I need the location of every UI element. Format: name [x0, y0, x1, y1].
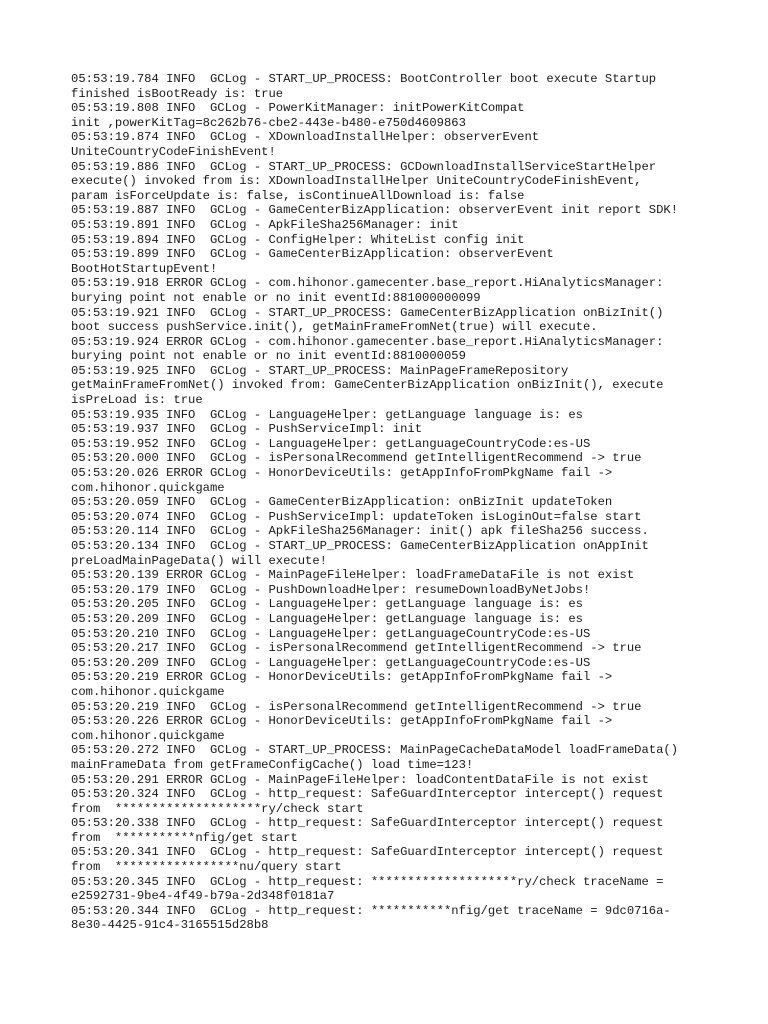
log-line: 05:53:19.937 INFO GCLog - PushServiceImpl: init [71, 422, 423, 437]
log-line: getMainFrameFromNet() invoked from: GameCenterBizApplication onBizInit(), execute [71, 378, 664, 393]
log-line: 05:53:20.179 INFO GCLog - PushDownloadHelper: resumeDownloadByNetJobs! [71, 582, 591, 597]
log-line: 05:53:20.217 INFO GCLog - isPersonalRecommend getIntelligentRecommend -> true [71, 641, 642, 656]
log-line: 05:53:20.341 INFO GCLog - http_request: SafeGuardInterceptor intercept() request [71, 845, 664, 860]
log-line: 05:53:19.935 INFO GCLog - LanguageHelper: getLanguage language is: es [71, 407, 583, 422]
log-line: com.hihonor.quickgame [71, 684, 225, 699]
log-line: 05:53:20.291 ERROR GCLog - MainPageFileHelper: loadContentDataFile is not exist [71, 772, 649, 787]
log-line: mainFrameData from getFrameConfigCache() load time=123! [71, 757, 474, 772]
log-line: 05:53:19.925 INFO GCLog - START_UP_PROCESS: MainPageFrameRepository [71, 363, 569, 378]
log-line: 05:53:20.074 INFO GCLog - PushServiceImpl: updateToken isLoginOut=false start [71, 509, 642, 524]
log-line: 05:53:20.026 ERROR GCLog - HonorDeviceUtils: getAppInfoFromPkgName fail -> [71, 466, 613, 481]
log-line: 05:53:19.874 INFO GCLog - XDownloadInstallHelper: observerEvent [71, 130, 540, 145]
log-line: 05:53:20.344 INFO GCLog - http_request: ***********nfig/get traceName = 9dc0716a- [71, 903, 671, 918]
log-line: 05:53:19.887 INFO GCLog - GameCenterBizApplication: observerEvent init report SDK! [71, 203, 679, 218]
log-line: UniteCountryCodeFinishEvent! [71, 144, 276, 159]
log-text-block [71, 72, 711, 933]
log-line: from ********************ry/check start [71, 801, 364, 816]
log-line: 05:53:20.219 ERROR GCLog - HonorDeviceUtils: getAppInfoFromPkgName fail -> [71, 670, 613, 685]
log-line: 05:53:20.272 INFO GCLog - START_UP_PROCESS: MainPageCacheDataModel loadFrameData() [71, 743, 679, 758]
log-line: com.hihonor.quickgame [71, 728, 225, 743]
log-line: 05:53:20.000 INFO GCLog - isPersonalRecommend getIntelligentRecommend -> true [71, 451, 642, 466]
log-line: e2592731-9be4-4f49-b79a-2d348f0181a7 [71, 889, 335, 904]
log-line: from *****************nu/query start [71, 860, 342, 875]
log-line: 05:53:20.205 INFO GCLog - LanguageHelper: getLanguage language is: es [71, 597, 583, 612]
log-line: 05:53:19.921 INFO GCLog - START_UP_PROCESS: GameCenterBizApplication onBizInit() [71, 305, 664, 320]
log-line: 05:53:19.918 ERROR GCLog - com.hihonor.gamecenter.base_report.HiAnalyticsManager: [71, 276, 664, 291]
log-line: com.hihonor.quickgame [71, 480, 225, 495]
log-line: 05:53:20.345 INFO GCLog - http_request: ********************ry/check traceName = [71, 874, 664, 889]
log-line: 05:53:19.924 ERROR GCLog - com.hihonor.gamecenter.base_report.HiAnalyticsManager: [71, 334, 664, 349]
log-line: 05:53:20.114 INFO GCLog - ApkFileSha256Manager: init() apk fileSha256 success. [71, 524, 649, 539]
log-line: 05:53:20.338 INFO GCLog - http_request: SafeGuardInterceptor intercept() request [71, 816, 664, 831]
log-line: 8e30-4425-91c4-3165515d28b8 [71, 918, 269, 933]
log-line: 05:53:19.886 INFO GCLog - START_UP_PROCESS: GCDownloadInstallServiceStartHelper [71, 159, 657, 174]
log-line: 05:53:20.134 INFO GCLog - START_UP_PROCESS: GameCenterBizApplication onAppInit [71, 539, 649, 553]
log-line: 05:53:20.059 INFO GCLog - GameCenterBizApplication: onBizInit updateToken [71, 495, 613, 510]
log-line: 05:53:20.209 INFO GCLog - LanguageHelper: getLanguageCountryCode:es-US [71, 655, 591, 670]
log-line: init ,powerKitTag=8c262b76-cbe2-443e-b480-e750d4609863 [71, 115, 466, 130]
log-line: finished isBootReady is: true [71, 86, 284, 101]
log-line: 05:53:20.219 INFO GCLog - isPersonalRecommend getIntelligentRecommend -> true [71, 699, 642, 714]
log-line: burying point not enable or no init eventId:8810000059 [71, 349, 466, 364]
log-line: 05:53:20.139 ERROR GCLog - MainPageFileHelper: loadFrameDataFile is not exist [71, 568, 635, 583]
log-line: from ***********nfig/get start [71, 830, 298, 845]
log-line: 05:53:19.899 INFO GCLog - GameCenterBizApplication: observerEvent [71, 247, 554, 262]
log-line: 05:53:19.784 INFO GCLog - START_UP_PROCESS: BootController boot execute Startup [71, 72, 657, 86]
log-line: BootHotStartupEvent! [71, 261, 218, 276]
log-line: 05:53:20.209 INFO GCLog - LanguageHelper: getLanguage language is: es [71, 611, 583, 626]
log-line: 05:53:20.226 ERROR GCLog - HonorDeviceUtils: getAppInfoFromPkgName fail -> [71, 714, 613, 729]
log-line: 05:53:19.808 INFO GCLog - PowerKitManager: initPowerKitCompat [71, 101, 525, 116]
log-line: 05:53:20.324 INFO GCLog - http_request: SafeGuardInterceptor intercept() request [71, 787, 664, 802]
log-line: execute() invoked from is: XDownloadInstallHelper UniteCountryCodeFinishEvent, [71, 174, 642, 189]
log-line: burying point not enable or no init eventId:881000000099 [71, 290, 481, 305]
log-line: 05:53:19.891 INFO GCLog - ApkFileSha256Manager: init [71, 217, 459, 232]
log-line: 05:53:20.210 INFO GCLog - LanguageHelper: getLanguageCountryCode:es-US [71, 626, 591, 641]
log-line: preLoadMainPageData() will execute! [71, 553, 327, 568]
log-line: boot success pushService.init(), getMainFrameFromNet(true) will execute. [71, 320, 598, 335]
log-line: param isForceUpdate is: false, isContinueAllDownload is: false [71, 188, 525, 203]
log-line: 05:53:19.952 INFO GCLog - LanguageHelper: getLanguageCountryCode:es-US [71, 436, 591, 451]
log-line: 05:53:19.894 INFO GCLog - ConfigHelper: WhiteList config init [71, 232, 525, 247]
log-line: isPreLoad is: true [71, 393, 203, 408]
